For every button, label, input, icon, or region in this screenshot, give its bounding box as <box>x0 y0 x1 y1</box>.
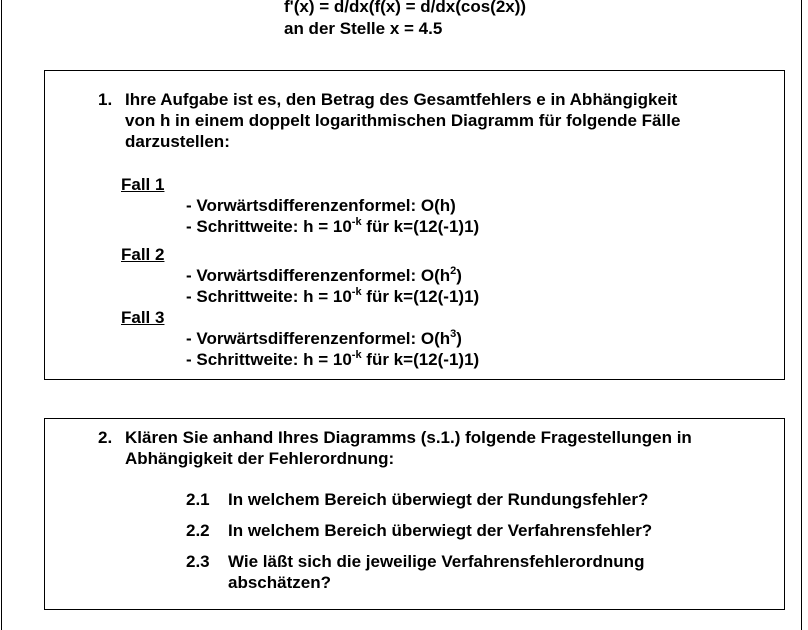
header <box>284 0 526 40</box>
task1-text-line: darzustellen: <box>125 132 230 151</box>
case-title: Fall 1 <box>121 175 165 194</box>
task2-box <box>44 418 785 610</box>
case-formula: - Vorwärtsdifferenzenformel: $O(h^3)$ <box>186 328 462 348</box>
page-border-left <box>1 0 2 630</box>
case-formula: - Vorwärtsdifferenzenformel: O(h) <box>186 196 456 215</box>
question-text: abschätzen? <box>228 573 331 592</box>
question-number: 2.3 <box>186 552 210 571</box>
case-step-size: - Schrittweite: $h = 10^{-k}$ für k=(12(-1)1) <box>186 286 480 306</box>
task1-number: 1. <box>98 90 113 109</box>
task2-number: 2. <box>98 428 113 447</box>
task2-text-line: Abhängigkeit der Fehlerordnung: <box>125 449 395 468</box>
case-formula: - Vorwärtsdifferenzenformel: $O(h^2)$ <box>186 265 462 285</box>
question-text: Wie läßt sich die jeweilige Verfahrensfehlerordnung <box>228 552 645 571</box>
task1-text-line: Ihre Aufgabe ist es, den Betrag des Gesamtfehlers e in Abhängigkeit <box>125 90 678 109</box>
question-text: In welchem Bereich überwiegt der Verfahrensfehler? <box>228 521 653 540</box>
question-number: 2.2 <box>186 521 210 540</box>
case-step-size: - Schrittweite: $h = 10^{-k}$ für k=(12(-1)1) <box>186 349 480 369</box>
task2-text-line: Klären Sie anhand Ihres Diagramms (s.1.) folgende Fragestellungen in <box>125 428 692 447</box>
header-location: an der Stelle x = 4.5 <box>284 19 443 38</box>
case-step-size: - Schrittweite: $h = 10^{-k}$ für k=(12(-1)1) <box>186 216 480 236</box>
question-number: 2.1 <box>186 490 210 509</box>
task1-text-line: von h in einem doppelt logarithmischen Diagramm für folgende Fälle <box>125 111 681 130</box>
question-text: In welchem Bereich überwiegt der Rundungsfehler? <box>228 490 649 509</box>
case-title: Fall 3 <box>121 308 165 327</box>
case-title: Fall 2 <box>121 245 165 264</box>
page-border-right <box>801 0 802 630</box>
header-formula: f'(x) = d/dx(f(x) = d/dx(cos(2x)) <box>284 0 527 16</box>
task1-box <box>44 70 785 380</box>
